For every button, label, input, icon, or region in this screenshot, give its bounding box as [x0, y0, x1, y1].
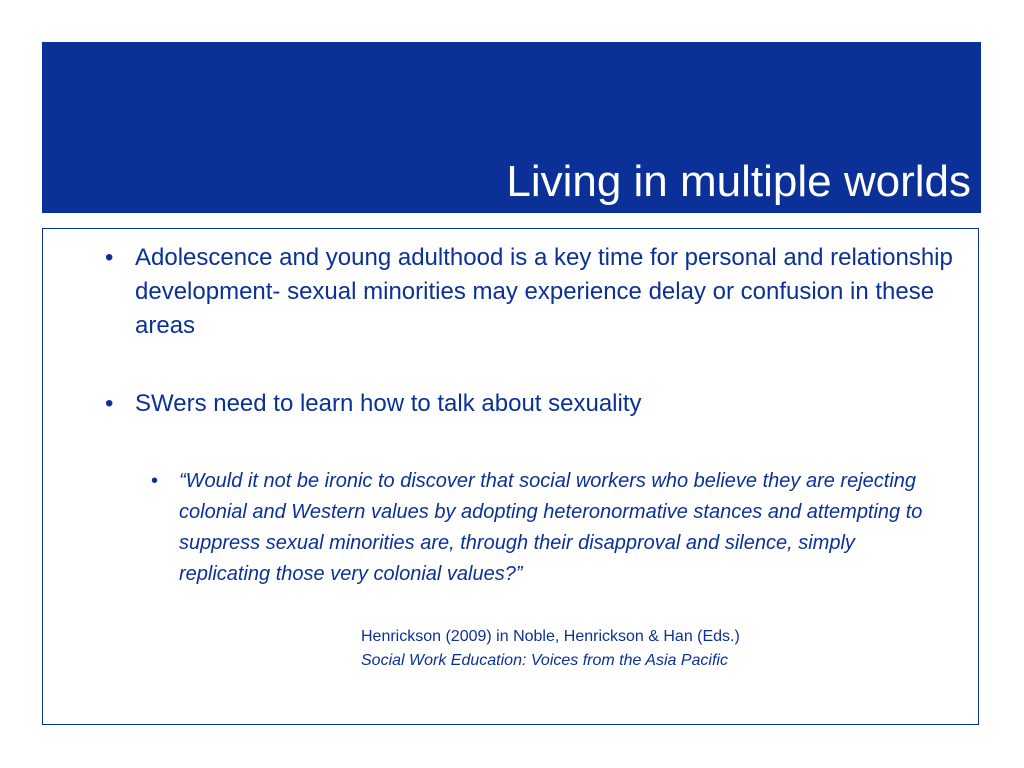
citation	[361, 625, 740, 673]
quote-text: “Would it not be ironic to discover that social workers who believe they are rejecting colonial and Western values by adopting heteronormative stances and attempting to suppress sexual minorities are, through their disapproval and silence, simply replicating those very colonial values?”	[179, 470, 923, 585]
bullet-text: Adolescence and young adulthood is a key time for personal and relationship development- sexual minorities may experience delay or confusion in these areas	[135, 244, 953, 339]
bullet-dot-icon: •	[105, 244, 114, 271]
citation-authors: Henrickson (2009) in Noble, Henrickson & Han (Eds.)	[361, 628, 740, 645]
bullet-dot-icon: •	[151, 470, 159, 492]
citation-source: Social Work Education: Voices from the Asia Pacific	[361, 652, 728, 669]
slide-title: Living in multiple worlds	[506, 157, 971, 207]
content-frame	[42, 228, 979, 725]
bullet-dot-icon: •	[105, 390, 114, 417]
bullet-adolescence	[105, 241, 970, 343]
bullet-text: SWers need to learn how to talk about sexuality	[135, 390, 642, 417]
title-band	[42, 42, 981, 213]
sub-bullet-quote	[151, 466, 949, 590]
bullet-swers	[105, 387, 970, 421]
